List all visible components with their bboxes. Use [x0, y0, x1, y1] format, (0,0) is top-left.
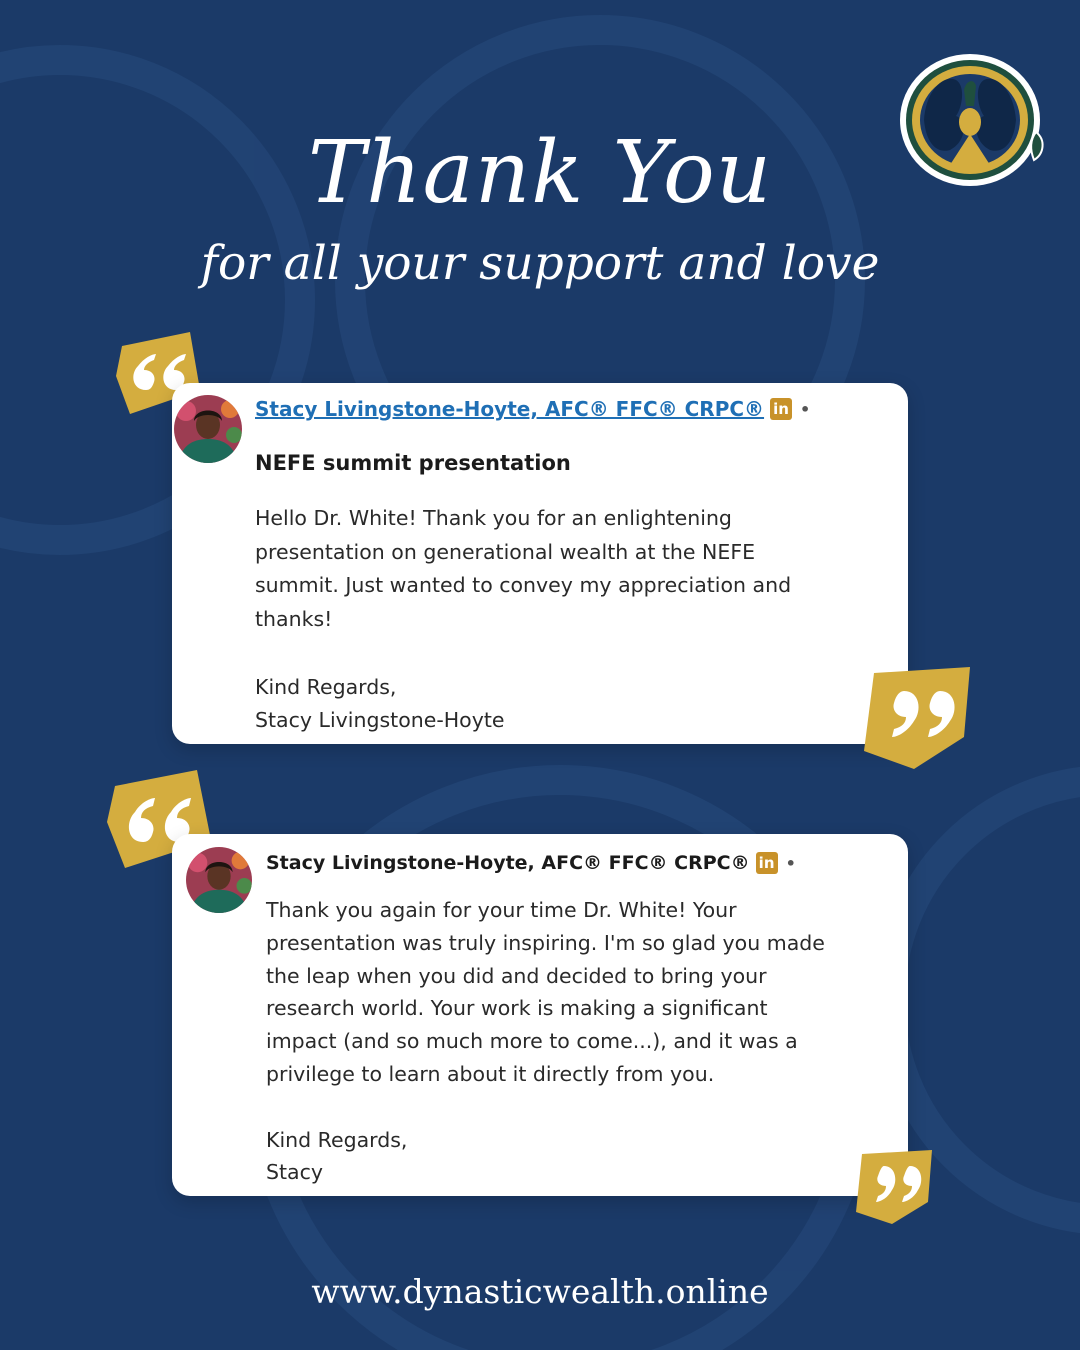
page-subtitle: for all your support and love	[200, 236, 880, 291]
separator-dot: •	[800, 399, 811, 419]
dynastic-wealth-logo-icon	[896, 50, 1048, 190]
message-subject: NEFE summit presentation	[255, 451, 571, 475]
author-row	[266, 852, 796, 874]
page-title: Thank You	[307, 123, 773, 223]
separator-dot: •	[785, 853, 796, 873]
website-link[interactable]: www.dynasticwealth.online	[311, 1272, 769, 1311]
linkedin-icon[interactable]: in	[770, 398, 792, 420]
message-body: Hello Dr. White! Thank you for an enlightening presentation on generational wealth at the NEFE summit. Just wanted to convey my appreciation and thanks! Kind Regards, Stacy Livingstone-Hoyte	[255, 506, 792, 733]
message-body: Thank you again for your time Dr. White! Your presentation was truly inspiring. I'm so glad you made the leap when you did and decided to bring your research world. Your work is making a significant impact (and so much more to come...), and it was a privilege to learn about it directly from you. Kind Regards, Stacy	[266, 898, 825, 1185]
close-quote-icon	[856, 1150, 934, 1224]
avatar	[174, 395, 242, 463]
author-name-link[interactable]: Stacy Livingstone-Hoyte, AFC® FFC® CRPC®	[255, 397, 765, 421]
linkedin-icon[interactable]: in	[756, 852, 778, 874]
avatar	[186, 847, 252, 913]
testimonial-card	[172, 834, 908, 1196]
testimonial-card	[172, 383, 908, 744]
author-row	[255, 397, 810, 421]
close-quote-icon	[864, 667, 974, 769]
author-name[interactable]: Stacy Livingstone-Hoyte, AFC® FFC® CRPC®	[266, 852, 750, 874]
